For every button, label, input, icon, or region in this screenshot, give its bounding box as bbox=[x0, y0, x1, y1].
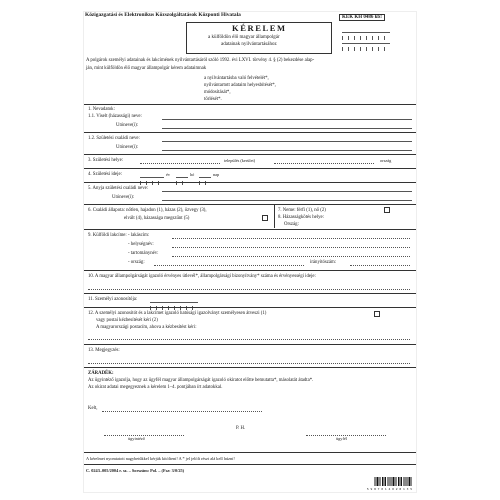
city-input[interactable] bbox=[172, 244, 410, 248]
intro-line-2: ján, mint külföldön élő magyar állampolgár kérem adataimnak bbox=[86, 66, 207, 71]
passport-label: 10. A magyar állampolgárságát igazoló érvényes útlevél*, állampolgársági bizonyítvány* száma és érvényességi ideje: bbox=[88, 274, 316, 279]
agency-name: Közigazgatási és Elektronikus Közszolgáltatások Központi Hivatala bbox=[85, 12, 241, 18]
country-input[interactable] bbox=[154, 262, 304, 266]
birth-given-label: Utóneve(i): bbox=[116, 145, 139, 150]
mother-name-label: 5. Anyja születési családi neve: bbox=[88, 186, 149, 191]
postal-address-label: A magyarországi postacím, ahova a kézbesítést kéri: bbox=[96, 325, 197, 330]
married-given-label: Utóneve(i): bbox=[116, 123, 139, 128]
divider bbox=[84, 229, 416, 230]
personal-id-input[interactable] bbox=[150, 297, 198, 303]
option-delete[interactable]: törlését*. bbox=[204, 97, 222, 102]
birth-country-input[interactable] bbox=[274, 160, 374, 164]
divider bbox=[84, 168, 416, 169]
option-register[interactable]: a nyilvántartásba való felvételét*, bbox=[204, 76, 269, 81]
option-correct[interactable]: nyilvántartott adataim helyesbítését*, bbox=[204, 83, 276, 88]
province-label: - tartománynév: bbox=[128, 251, 159, 256]
birth-name-label: 1.2. Születési családi neve: bbox=[88, 136, 140, 141]
form-subtitle-1: a külföldön élő magyar állampolgár bbox=[208, 35, 280, 40]
divider bbox=[84, 452, 416, 453]
married-name-input[interactable] bbox=[162, 114, 412, 120]
footer-code: C. 0243–005/2004 r. sz. – Sorszám: Pol. – (Fsz: 3/0/25) bbox=[86, 468, 185, 473]
divider bbox=[84, 293, 416, 294]
gender-box[interactable] bbox=[384, 207, 390, 213]
client-signature-label: ügyfél bbox=[336, 436, 347, 441]
postal-address-input[interactable] bbox=[88, 336, 410, 340]
divider bbox=[84, 344, 416, 345]
passport-input[interactable] bbox=[88, 286, 410, 290]
marital-status-box[interactable] bbox=[262, 215, 268, 221]
birth-year-input[interactable] bbox=[140, 172, 164, 178]
postal-code-input[interactable] bbox=[350, 262, 410, 266]
remarks-input[interactable] bbox=[88, 360, 410, 364]
date-input[interactable] bbox=[102, 408, 262, 412]
year-label: év bbox=[166, 172, 171, 177]
marital-status-label-2: elvált (4), házassága megszűnt (5) bbox=[124, 216, 190, 221]
birth-given-input[interactable] bbox=[162, 145, 412, 151]
clause-line-1: Az ügyintéző igazolja, hogy az ügyfél magyar állampolgárságát igazoló okiratot előtte bemutatta*, másolatát átadta*. bbox=[88, 378, 314, 383]
divider bbox=[84, 204, 416, 205]
divider bbox=[84, 367, 416, 368]
footer-note: A kérelmet nyomtatott nagybetűkkel kérjük kitölteni! A * jel jelölt részt alá kell húzni! bbox=[86, 456, 235, 461]
divider bbox=[84, 154, 416, 155]
barcode bbox=[374, 477, 412, 486]
marriage-country-label: Ország: bbox=[284, 222, 299, 227]
married-name-label: 1.1. Viselt (házassági) neve: bbox=[88, 114, 142, 119]
clause-heading: ZÁRADÉK: bbox=[88, 371, 114, 376]
section-name-data: 1. Nevadatok: bbox=[88, 107, 115, 112]
birth-day-input[interactable] bbox=[199, 172, 211, 178]
divider bbox=[84, 307, 416, 308]
country-label: ország bbox=[380, 158, 392, 163]
divider bbox=[84, 270, 416, 271]
form-title: KÉRELEM bbox=[232, 23, 287, 33]
form-code-badge: KEK KH 0486 kb! bbox=[339, 14, 385, 21]
mother-name-input[interactable] bbox=[162, 186, 412, 192]
birth-date-label: 4. Születési ideje: bbox=[88, 172, 122, 177]
day-label: nap bbox=[213, 172, 220, 177]
date-label: Kelt, bbox=[88, 406, 98, 411]
officer-signature-label: ügyintéző bbox=[128, 436, 145, 441]
personal-id-label: 11. Személyi azonosítója: bbox=[88, 297, 138, 302]
mother-given-input[interactable] bbox=[162, 195, 412, 201]
divider bbox=[84, 182, 416, 183]
province-input[interactable] bbox=[172, 253, 410, 257]
birth-place-input[interactable] bbox=[140, 160, 220, 164]
form-page bbox=[84, 12, 416, 492]
birth-name-input[interactable] bbox=[162, 136, 412, 142]
mother-given-label: Utóneve(i): bbox=[112, 195, 135, 200]
foreign-address-label: 9. Külföldi lakcíme: - lakáscím: bbox=[88, 233, 150, 238]
delivery-box[interactable] bbox=[374, 311, 380, 317]
divider bbox=[84, 132, 416, 133]
barcode-text: 5 9 8 7 0 1 4 0 2 8 1 3 5 bbox=[366, 487, 412, 491]
postal-code-label: irányítószám: bbox=[310, 260, 337, 265]
delivery-label-2: vagy postai kézbesítését kéri (2) bbox=[96, 318, 158, 323]
gender-label: 7. Neme: férfi (1), nő (2) bbox=[278, 208, 326, 213]
marriage-place-label: 8. Házasságkötés helye: bbox=[278, 215, 324, 220]
option-modify[interactable]: módosítását*, bbox=[204, 90, 231, 95]
street-input[interactable] bbox=[172, 235, 410, 239]
married-given-input[interactable] bbox=[162, 123, 412, 129]
city-label: - helységnév: bbox=[128, 242, 154, 247]
country-field-label: - ország: bbox=[128, 260, 145, 265]
intro-line-1: A polgárok személyi adatainak és lakcímének nyilvántartásáról szóló 1992. évi LXVI. törvény 4. § (2) bekezdése alap- bbox=[86, 58, 315, 63]
registration-boxes-2[interactable] bbox=[342, 38, 390, 44]
month-label: hó bbox=[190, 172, 195, 177]
settlement-label: település (kerület) bbox=[224, 158, 256, 163]
form-subtitle-2: adatainak nyilvántartásához bbox=[221, 42, 277, 47]
delivery-label: 12. A személyi azonosítót és a lakcímet igazoló hatósági igazolványt személyesen átveszi (1) bbox=[88, 311, 267, 316]
birth-month-input[interactable] bbox=[176, 172, 188, 178]
divider bbox=[84, 464, 416, 465]
birth-place-label: 3. Születési helye: bbox=[88, 158, 124, 163]
remarks-label: 13. Megjegyzés: bbox=[88, 348, 120, 353]
registration-boxes-1[interactable] bbox=[342, 27, 390, 33]
divider bbox=[84, 104, 416, 105]
divider bbox=[274, 204, 275, 228]
clause-line-2: Az okirat adatai megegyeznek a kérelem 1–4. pontjában írt adatokkal. bbox=[88, 385, 223, 390]
marital-status-label: 6. Családi állapota: nőtlen, hajadon (1), házas (2), özvegy (3), bbox=[88, 208, 207, 213]
stamp-label: P. H. bbox=[236, 426, 246, 431]
